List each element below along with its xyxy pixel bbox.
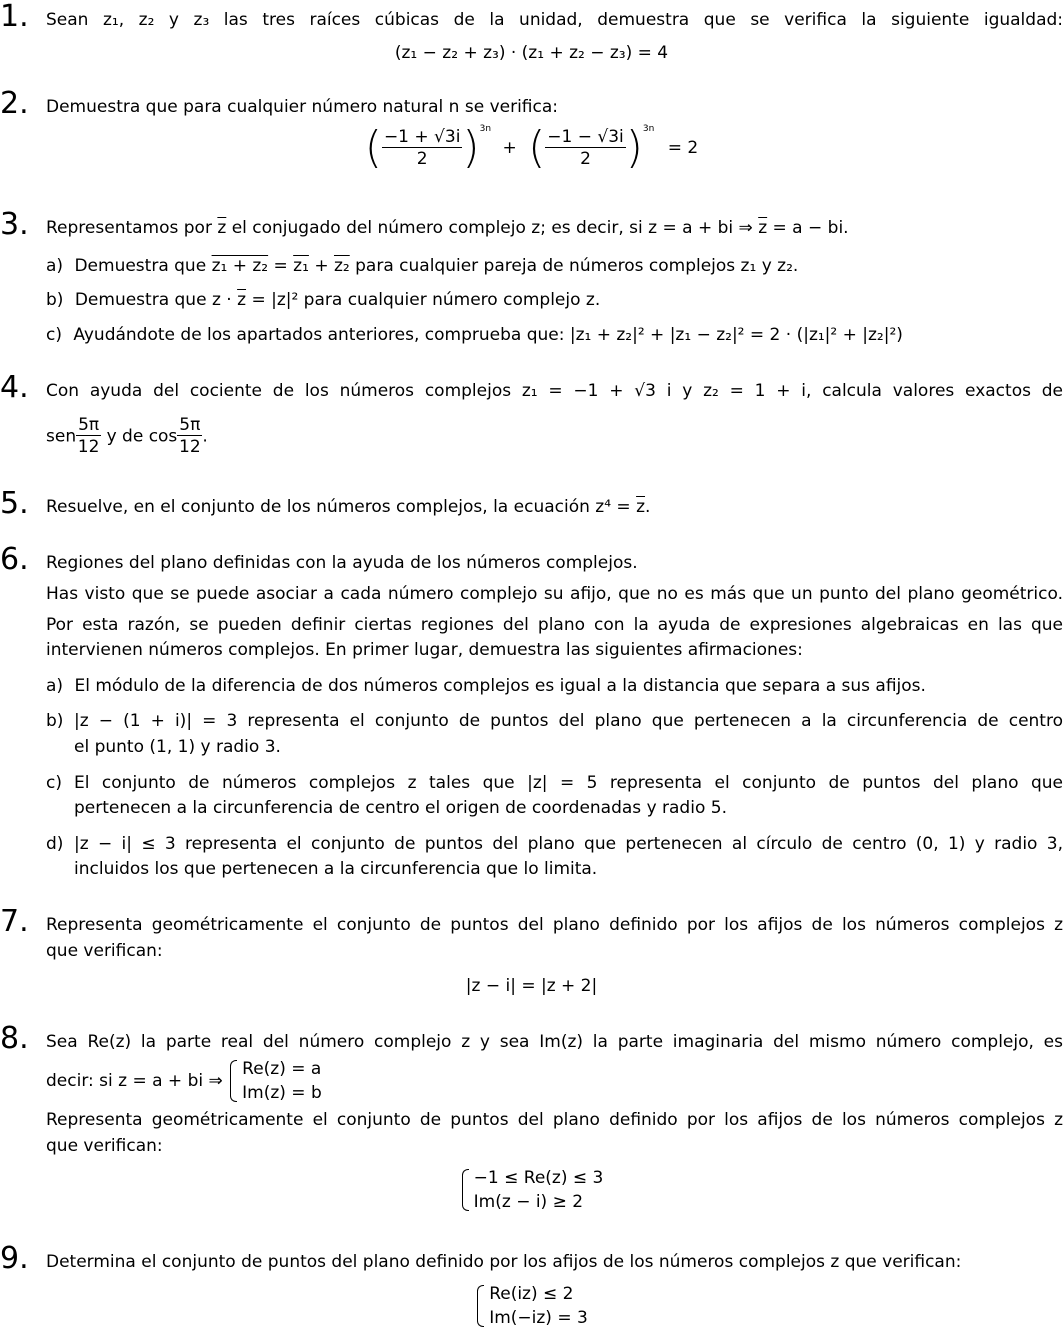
problem-number: 4. [0, 370, 29, 405]
denominator: 2 [416, 148, 428, 169]
formula [0, 1166, 1063, 1214]
equation: Re(z) = a [242, 1059, 322, 1079]
numerator: 5π [179, 415, 201, 435]
inequality: Im(z − i) ≥ 2 [473, 1192, 584, 1212]
problem-statement [46, 497, 1063, 517]
item-text: Ayudándote de los apartados anteriores, comprueba que: |z₁ + z₂|² + |z₁ − z₂|² = 2 · (|z₁|² + |z₂|²) [73, 325, 903, 345]
right-paren: ) [462, 122, 480, 173]
exponent: 3n [479, 124, 492, 134]
conjugate-sum: z₁ + z₂ [211, 256, 269, 276]
right-paren: ) [625, 122, 643, 173]
problem-number: 7. [0, 904, 29, 939]
problem-statement: Con ayuda del cociente de los números complejos z₁ = −1 + √3 i y z₂ = 1 + i, calcula valores exactos de [46, 381, 1063, 401]
z-bar: $\overline{z}$ [237, 290, 247, 310]
numerator: −1 − √3i [547, 126, 624, 147]
denominator: 12 [179, 437, 201, 457]
result: = 2 [667, 137, 699, 158]
item-text: el punto (1, 1) y radio 3. [74, 737, 281, 757]
problem-number: 8. [0, 1021, 29, 1056]
sen-label: sen [46, 426, 77, 447]
plus-sign: + [502, 137, 517, 158]
problem-number: 5. [0, 486, 29, 521]
item-text: para cualquier pareja de números complejos z₁ y z₂. [355, 256, 799, 276]
system-of-conditions [475, 1282, 588, 1330]
problem-number: 3. [0, 207, 29, 242]
item-label: a) [46, 676, 64, 696]
denominator: 12 [77, 437, 100, 457]
problem-statement: Sea Re(z) la parte real del número complejo z y sea Im(z) la parte imaginaria del mismo número complejo, es [46, 1032, 1063, 1052]
z-bar: $\overline{z}$ [217, 218, 227, 238]
condition: Re(iz) ≤ 2 [489, 1284, 574, 1304]
condition: Im(−iz) = 3 [489, 1308, 588, 1328]
item-text: = |z|² para cualquier número complejo z. [251, 290, 601, 310]
formula [0, 122, 1063, 173]
item-c [46, 325, 1063, 345]
fraction [177, 415, 202, 458]
z-bar: $\overline{z}$ [636, 497, 646, 517]
statement-text: Resuelve, en el conjunto de los números complejos, la ecuación z⁴ = [46, 497, 631, 517]
item-label: b) [46, 290, 64, 310]
period: . [202, 426, 208, 447]
inequality: −1 ≤ Re(z) ≤ 3 [473, 1168, 604, 1188]
matematica-pe-logo [358, 414, 880, 478]
left-paren: ( [528, 122, 546, 173]
item-b [46, 290, 1063, 310]
problem-statement-4: que verifican: [46, 1136, 163, 1156]
plus: + [314, 256, 329, 276]
problem-number: 6. [0, 542, 29, 577]
formula: |z − i| = |z + 2| [465, 976, 598, 996]
item-label: b) [46, 711, 64, 731]
problem-number: 9. [0, 1241, 29, 1276]
exponent: 3n [642, 124, 655, 134]
problem-statement-2: que verifican: [46, 941, 163, 961]
cos-label: cos [148, 426, 178, 447]
numerator: 5π [78, 415, 100, 435]
item-label: d) [46, 834, 64, 854]
problem-title: Regiones del plano definidas con la ayuda de los números complejos. [46, 553, 638, 573]
statement-text: el conjugado del número complejo z; es decir, si z = a + bi ⇒ [231, 218, 753, 238]
paragraph: Por esta razón, se pueden definir ciertas regiones del plano con la ayuda de expresiones algebraicas en las que [46, 615, 1063, 635]
item-a [46, 256, 1063, 276]
denominator: 2 [580, 148, 591, 169]
fraction [76, 415, 101, 458]
system-of-equations [228, 1057, 322, 1105]
fraction [545, 127, 625, 170]
statement-text: = a − bi. [772, 218, 849, 238]
problem-number: 1. [0, 0, 29, 34]
conjugate-z2: z₂ [333, 256, 350, 276]
formula: (z₁ − z₂ + z₃) · (z₁ + z₂ − z₃) = 4 [394, 43, 669, 63]
item-label: c) [46, 325, 62, 345]
problem-statement: Sean z₁, z₂ y z₃ las tres raíces cúbicas de la unidad, demuestra que se verifica la siguiente igualdad: [46, 10, 1063, 30]
problem-statement-3: Representa geométricamente el conjunto de puntos del plano definido por los afijos de los números complejos z [46, 1110, 1063, 1130]
z-bar: $\overline{z}$ [758, 218, 768, 238]
item-text: El conjunto de números complejos z tales que |z| = 5 representa el conjunto de puntos del plano que [74, 773, 1063, 793]
left-paren: ( [364, 122, 382, 173]
item-label: a) [46, 256, 64, 276]
equation: Im(z) = b [242, 1083, 322, 1103]
statement-text: . [645, 497, 651, 517]
item-a [46, 676, 1063, 696]
formula [0, 1282, 1063, 1330]
numerator: −1 + √3i [383, 126, 461, 147]
item-text: El módulo de la diferencia de dos números complejos es igual a la distancia que separa a sus afijos. [74, 676, 926, 696]
item-label: c) [46, 773, 62, 793]
item-text: |z − i| ≤ 3 representa el conjunto de puntos del plano que pertenecen al círculo de centro (0, 1) y radio 3, [74, 834, 1063, 854]
conjugate-z1: z₁ [293, 256, 309, 276]
item-text: Demuestra que z · [74, 290, 232, 310]
equals: = [273, 256, 288, 276]
item-text: Demuestra que [74, 256, 207, 276]
statement-text: decir: si z = a + bi ⇒ [46, 1071, 223, 1091]
item-text: |z − (1 + i)| = 3 representa el conjunto de puntos del plano que pertenecen a la circunferencia de centro [74, 711, 1063, 731]
problem-statement-2 [46, 1057, 1063, 1105]
problem-number: 2. [0, 86, 29, 121]
statement-text: Representamos por [46, 218, 212, 238]
item-text: incluidos los que pertenecen a la circunferencia que lo limita. [74, 859, 598, 879]
y-de: y de [106, 426, 144, 447]
problem-statement [46, 218, 1063, 238]
paragraph: Has visto que se puede asociar a cada número complejo su afijo, que no es más que un punto del plano geométrico. [46, 584, 1063, 604]
fraction [382, 127, 462, 170]
item-text: pertenecen a la circunferencia de centro el origen de coordenadas y radio 5. [74, 798, 727, 818]
problem-statement: Representa geométricamente el conjunto de puntos del plano definido por los afijos de los números complejos z [46, 915, 1063, 935]
paragraph: intervienen números complejos. En primer lugar, demuestra las siguientes afirmaciones: [46, 640, 803, 660]
system-of-inequalities [460, 1166, 604, 1214]
problem-statement: Demuestra que para cualquier número natural n se verifica: [46, 97, 559, 117]
problem-statement: Determina el conjunto de puntos del plano definido por los afijos de los números complejos z que verifican: [46, 1252, 962, 1272]
